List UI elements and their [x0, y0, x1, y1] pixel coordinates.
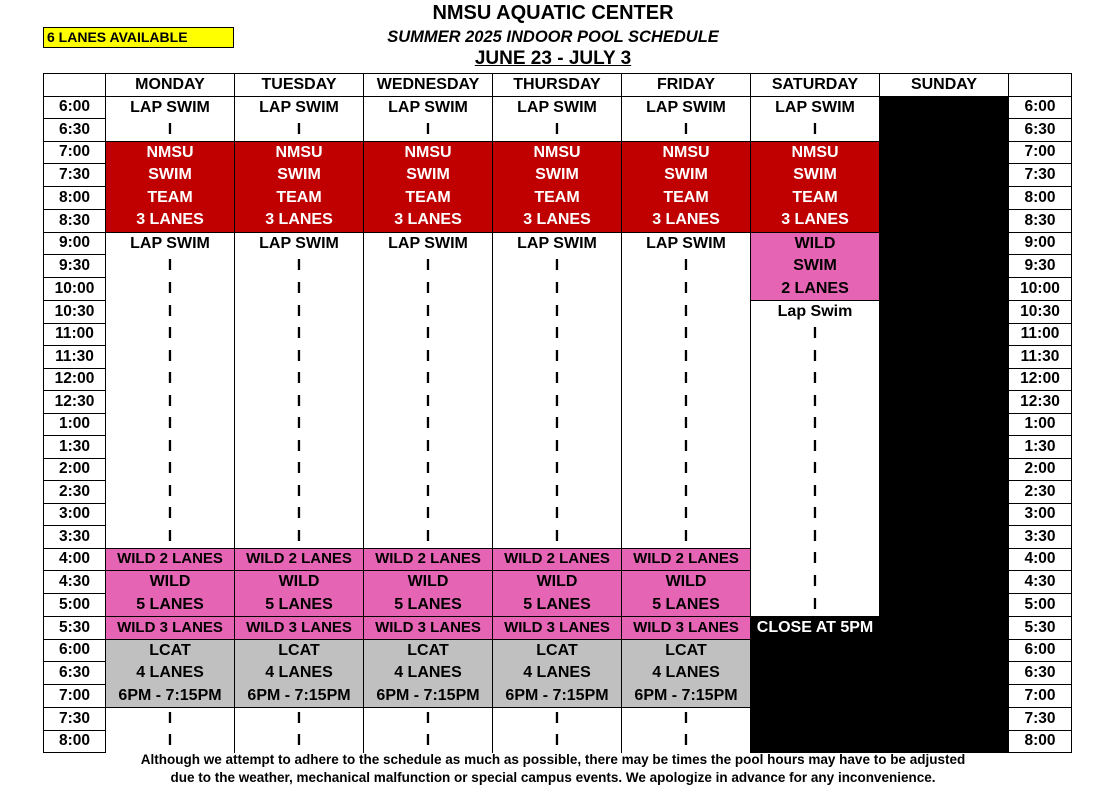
- block-line: 4 LANES: [394, 664, 462, 681]
- wild-5-lanes-block: [493, 571, 622, 617]
- continue-cell: I: [622, 503, 751, 526]
- block-line: 4 LANES: [652, 664, 720, 681]
- lcat-block: [364, 639, 493, 708]
- swim-team-block: [493, 141, 622, 232]
- wild-2-lanes: WILD 2 LANES: [235, 548, 364, 571]
- block-line: TEAM: [534, 188, 580, 206]
- wild-3-lanes: WILD 3 LANES: [364, 617, 493, 640]
- block-line: SWIM: [535, 166, 579, 183]
- lap-swim-cell: LAP SWIM: [106, 232, 235, 255]
- page-title: NMSU AQUATIC CENTER: [432, 2, 674, 24]
- block-line: WILD: [278, 573, 320, 590]
- block-line: 3 LANES: [394, 211, 462, 228]
- block-line: NMSU: [791, 143, 839, 161]
- block-line: WILD: [794, 234, 836, 252]
- block-line: NMSU: [146, 143, 194, 161]
- block-line: 5 LANES: [523, 595, 591, 613]
- continue-cell: I: [493, 526, 622, 549]
- continue-cell: I: [493, 255, 622, 278]
- continue-cell: I: [235, 323, 364, 346]
- continue-cell: I: [235, 458, 364, 481]
- continue-cell: I: [493, 708, 622, 731]
- block-line: TEAM: [405, 188, 451, 206]
- time-label: 8:00: [1009, 730, 1072, 753]
- block-line: TEAM: [147, 188, 193, 206]
- time-label: 3:00: [44, 503, 106, 526]
- time-label: 8:00: [44, 730, 106, 753]
- time-label: 3:30: [1009, 526, 1072, 549]
- schedule-table: [43, 73, 1072, 753]
- time-label: 11:00: [44, 323, 106, 346]
- continue-cell: I: [106, 458, 235, 481]
- continue-cell: I: [493, 481, 622, 504]
- time-label: 1:00: [1009, 413, 1072, 436]
- continue-cell: I: [622, 323, 751, 346]
- time-label: 9:30: [1009, 255, 1072, 278]
- time-label: 6:00: [1009, 639, 1072, 662]
- continue-cell: I: [751, 323, 880, 346]
- continue-cell: I: [364, 301, 493, 324]
- block-line: 4 LANES: [136, 664, 204, 681]
- continue-cell: I: [751, 368, 880, 391]
- time-label: 8:30: [1009, 209, 1072, 232]
- time-label: 1:30: [44, 436, 106, 459]
- block-line: 5 LANES: [265, 595, 333, 613]
- continue-cell: I: [106, 730, 235, 753]
- continue-cell: I: [622, 413, 751, 436]
- continue-cell: I: [106, 301, 235, 324]
- time-label: 11:30: [44, 346, 106, 369]
- wild-5-lanes-block: [106, 571, 235, 617]
- continue-cell: I: [622, 391, 751, 414]
- continue-cell: I: [106, 436, 235, 459]
- block-line: NMSU: [404, 143, 452, 161]
- time-label: 5:30: [1009, 617, 1072, 640]
- time-label: 6:30: [1009, 119, 1072, 142]
- continue-cell: I: [106, 503, 235, 526]
- block-line: WILD: [536, 573, 578, 590]
- swim-team-block: [751, 141, 880, 232]
- lcat-block: [493, 639, 622, 708]
- disclaimer-line-1: Although we attempt to adhere to the schedule as much as possible, there may be times the pool hours may have to be adjusted: [140, 752, 966, 767]
- continue-cell: I: [364, 481, 493, 504]
- time-label: 7:00: [44, 141, 106, 164]
- time-label: 12:00: [1009, 368, 1072, 391]
- continue-cell: I: [235, 526, 364, 549]
- continue-cell: I: [622, 255, 751, 278]
- continue-cell: I: [235, 255, 364, 278]
- block-line: [751, 640, 879, 663]
- continue-cell: I: [622, 458, 751, 481]
- time-label: 10:00: [1009, 278, 1072, 301]
- block-line: 3 LANES: [136, 211, 204, 228]
- continue-cell: I: [751, 458, 880, 481]
- block-line: SWIM: [664, 166, 708, 183]
- block-line: LCAT: [149, 641, 191, 659]
- block-line: 6PM - 7:15PM: [505, 686, 609, 704]
- continue-cell: I: [751, 548, 880, 571]
- continue-cell: I: [364, 526, 493, 549]
- day-header-row: [44, 74, 1072, 97]
- continue-cell: I: [364, 323, 493, 346]
- block-line: WILD: [665, 573, 707, 590]
- continue-cell: I: [493, 503, 622, 526]
- lap-swim-cell: LAP SWIM: [751, 96, 880, 119]
- swim-team-block: [235, 141, 364, 232]
- time-label: 12:00: [44, 368, 106, 391]
- time-label: 7:00: [44, 685, 106, 708]
- block-line: 3 LANES: [265, 211, 333, 228]
- block-line: 6PM - 7:15PM: [118, 686, 222, 704]
- continue-cell: I: [106, 526, 235, 549]
- block-line: 5 LANES: [394, 595, 462, 613]
- schedule-subtitle: SUMMER 2025 INDOOR POOL SCHEDULE: [387, 28, 719, 46]
- block-line: 5 LANES: [652, 595, 720, 613]
- continue-cell: I: [235, 708, 364, 731]
- continue-cell: I: [751, 481, 880, 504]
- block-line: TEAM: [276, 188, 322, 206]
- block-line: LCAT: [407, 641, 449, 659]
- time-label: 6:30: [44, 119, 106, 142]
- day-header: SUNDAY: [880, 74, 1009, 97]
- continue-cell: I: [106, 346, 235, 369]
- continue-cell: I: [622, 119, 751, 142]
- block-line: LCAT: [665, 641, 707, 659]
- wild-5-lanes-block: [364, 571, 493, 617]
- continue-cell: I: [364, 346, 493, 369]
- time-label: 7:30: [44, 708, 106, 731]
- lap-swim-cell: LAP SWIM: [364, 96, 493, 119]
- continue-cell: I: [364, 708, 493, 731]
- lanes-available-badge: 6 LANES AVAILABLE: [43, 27, 234, 48]
- wild-3-lanes: WILD 3 LANES: [622, 617, 751, 640]
- swim-team-block: [106, 141, 235, 232]
- time-label: 7:30: [44, 164, 106, 187]
- day-header: SATURDAY: [751, 74, 880, 97]
- continue-cell: I: [235, 436, 364, 459]
- lap-swim-cell: LAP SWIM: [493, 96, 622, 119]
- continue-cell: I: [751, 526, 880, 549]
- continue-cell: I: [106, 278, 235, 301]
- schedule-dates: JUNE 23 - JULY 3: [474, 48, 632, 69]
- wild-2-lanes: WILD 2 LANES: [106, 548, 235, 571]
- time-label: 6:00: [44, 96, 106, 119]
- block-line: [751, 685, 879, 708]
- wild-swim-block: [751, 232, 880, 301]
- swim-team-block: [622, 141, 751, 232]
- time-label: 7:00: [1009, 685, 1072, 708]
- block-line: SWIM: [277, 166, 321, 183]
- block-line: WILD: [407, 573, 449, 590]
- lap-swim-cell: Lap Swim: [751, 301, 880, 324]
- time-row: [44, 96, 1072, 119]
- time-label: 2:00: [44, 458, 106, 481]
- disclaimer: [0, 751, 1106, 787]
- time-label: 2:30: [44, 481, 106, 504]
- block-line: TEAM: [663, 188, 709, 206]
- time-label: 9:00: [1009, 232, 1072, 255]
- block-line: NMSU: [533, 143, 581, 161]
- continue-cell: I: [751, 503, 880, 526]
- wild-2-lanes: WILD 2 LANES: [622, 548, 751, 571]
- time-label: 6:30: [1009, 662, 1072, 685]
- continue-cell: I: [493, 391, 622, 414]
- continue-cell: I: [622, 301, 751, 324]
- continue-cell: I: [622, 481, 751, 504]
- block-line: TEAM: [792, 188, 838, 206]
- time-label: 6:00: [1009, 96, 1072, 119]
- time-label: 9:00: [44, 232, 106, 255]
- continue-cell: I: [493, 368, 622, 391]
- time-label: 7:00: [1009, 141, 1072, 164]
- block-line: 3 LANES: [781, 211, 849, 228]
- continue-cell: I: [235, 391, 364, 414]
- block-line: CLOSE AT 5PM: [756, 619, 874, 636]
- continue-cell: I: [493, 458, 622, 481]
- lap-swim-cell: LAP SWIM: [493, 232, 622, 255]
- time-label: 8:00: [44, 187, 106, 210]
- block-line: 2 LANES: [781, 279, 849, 297]
- time-label: 10:30: [1009, 301, 1072, 324]
- lap-swim-cell: LAP SWIM: [622, 96, 751, 119]
- wild-2-lanes: WILD 2 LANES: [493, 548, 622, 571]
- wild-3-lanes: WILD 3 LANES: [493, 617, 622, 640]
- time-label: 5:00: [1009, 594, 1072, 617]
- block-line: 6PM - 7:15PM: [247, 686, 351, 704]
- time-label: 7:30: [1009, 708, 1072, 731]
- continue-cell: I: [364, 368, 493, 391]
- block-line: [751, 707, 879, 730]
- continue-cell: I: [364, 730, 493, 753]
- continue-cell: I: [235, 368, 364, 391]
- wild-3-lanes: WILD 3 LANES: [106, 617, 235, 640]
- lcat-block: [106, 639, 235, 708]
- continue-cell: I: [493, 346, 622, 369]
- continue-cell: I: [493, 301, 622, 324]
- wild-5-lanes-block: [622, 571, 751, 617]
- day-header: FRIDAY: [622, 74, 751, 97]
- continue-cell: I: [493, 323, 622, 346]
- continue-cell: I: [235, 413, 364, 436]
- continue-cell: I: [751, 346, 880, 369]
- time-label: 4:00: [1009, 548, 1072, 571]
- time-label: 6:30: [44, 662, 106, 685]
- continue-cell: I: [622, 278, 751, 301]
- day-header: WEDNESDAY: [364, 74, 493, 97]
- time-label: 8:30: [44, 209, 106, 232]
- block-line: 6PM - 7:15PM: [376, 686, 480, 704]
- lap-swim-cell: LAP SWIM: [235, 232, 364, 255]
- time-label: 3:00: [1009, 503, 1072, 526]
- time-label: 1:30: [1009, 436, 1072, 459]
- continue-cell: I: [622, 730, 751, 753]
- block-line: WILD: [149, 573, 191, 590]
- block-line: SWIM: [148, 166, 192, 183]
- continue-cell: I: [364, 503, 493, 526]
- continue-cell: I: [364, 119, 493, 142]
- time-label: 9:30: [44, 255, 106, 278]
- continue-cell: I: [106, 708, 235, 731]
- block-line: [751, 730, 879, 753]
- block-line: 4 LANES: [523, 664, 591, 681]
- continue-cell: I: [622, 708, 751, 731]
- block-line: NMSU: [662, 143, 710, 161]
- continue-cell: I: [622, 526, 751, 549]
- wild-3-lanes: WILD 3 LANES: [235, 617, 364, 640]
- continue-cell: I: [364, 255, 493, 278]
- time-label: 3:30: [44, 526, 106, 549]
- disclaimer-line-2: due to the weather, mechanical malfunction or special campus events. We apologize in advance for any inconvenience.: [170, 770, 936, 785]
- block-line: SWIM: [793, 257, 837, 274]
- block-line: 6PM - 7:15PM: [634, 686, 738, 704]
- day-header: THURSDAY: [493, 74, 622, 97]
- time-label: 2:30: [1009, 481, 1072, 504]
- block-line: LCAT: [536, 641, 578, 659]
- continue-cell: I: [751, 413, 880, 436]
- time-label: 2:00: [1009, 458, 1072, 481]
- continue-cell: I: [364, 413, 493, 436]
- lcat-block: [235, 639, 364, 708]
- continue-cell: I: [106, 413, 235, 436]
- time-label: 7:30: [1009, 164, 1072, 187]
- continue-cell: I: [235, 730, 364, 753]
- lap-swim-cell: LAP SWIM: [106, 96, 235, 119]
- closed-block: [751, 617, 880, 753]
- continue-cell: I: [106, 255, 235, 278]
- block-line: SWIM: [793, 166, 837, 183]
- time-label: 10:00: [44, 278, 106, 301]
- day-header: MONDAY: [106, 74, 235, 97]
- corner-cell: [44, 74, 106, 97]
- lcat-block: [622, 639, 751, 708]
- continue-cell: I: [364, 458, 493, 481]
- continue-cell: I: [235, 119, 364, 142]
- time-label: 11:00: [1009, 323, 1072, 346]
- continue-cell: I: [751, 391, 880, 414]
- lap-swim-cell: LAP SWIM: [364, 232, 493, 255]
- block-line: 3 LANES: [523, 211, 591, 228]
- time-label: 8:00: [1009, 187, 1072, 210]
- time-label: 12:30: [44, 391, 106, 414]
- day-header: TUESDAY: [235, 74, 364, 97]
- time-label: 4:30: [1009, 571, 1072, 594]
- continue-cell: I: [106, 368, 235, 391]
- time-label: 5:00: [44, 594, 106, 617]
- time-label: 6:00: [44, 639, 106, 662]
- continue-cell: I: [106, 391, 235, 414]
- block-line: NMSU: [275, 143, 323, 161]
- sunday-closed: [880, 96, 1009, 753]
- block-line: 5 LANES: [136, 595, 204, 613]
- block-line: 3 LANES: [652, 211, 720, 228]
- continue-cell: I: [622, 368, 751, 391]
- block-line: [751, 662, 879, 685]
- time-label: 10:30: [44, 301, 106, 324]
- continue-cell: I: [751, 594, 880, 617]
- time-label: 5:30: [44, 617, 106, 640]
- continue-cell: I: [493, 413, 622, 436]
- time-label: 4:30: [44, 571, 106, 594]
- block-line: 4 LANES: [265, 664, 333, 681]
- continue-cell: I: [235, 481, 364, 504]
- block-line: LCAT: [278, 641, 320, 659]
- continue-cell: I: [106, 323, 235, 346]
- continue-cell: I: [364, 391, 493, 414]
- time-label: 12:30: [1009, 391, 1072, 414]
- continue-cell: I: [493, 278, 622, 301]
- time-label: 4:00: [44, 548, 106, 571]
- continue-cell: I: [751, 436, 880, 459]
- continue-cell: I: [364, 278, 493, 301]
- corner-cell: [1009, 74, 1072, 97]
- time-label: 11:30: [1009, 346, 1072, 369]
- continue-cell: I: [235, 503, 364, 526]
- continue-cell: I: [235, 278, 364, 301]
- lap-swim-cell: LAP SWIM: [235, 96, 364, 119]
- lap-swim-cell: LAP SWIM: [622, 232, 751, 255]
- wild-2-lanes: WILD 2 LANES: [364, 548, 493, 571]
- continue-cell: I: [493, 119, 622, 142]
- continue-cell: I: [106, 481, 235, 504]
- continue-cell: I: [235, 346, 364, 369]
- continue-cell: I: [235, 301, 364, 324]
- block-line: SWIM: [406, 166, 450, 183]
- continue-cell: I: [493, 436, 622, 459]
- continue-cell: I: [106, 119, 235, 142]
- continue-cell: I: [751, 119, 880, 142]
- swim-team-block: [364, 141, 493, 232]
- time-label: 1:00: [44, 413, 106, 436]
- wild-5-lanes-block: [235, 571, 364, 617]
- continue-cell: I: [751, 571, 880, 594]
- continue-cell: I: [493, 730, 622, 753]
- continue-cell: I: [364, 436, 493, 459]
- continue-cell: I: [622, 436, 751, 459]
- continue-cell: I: [622, 346, 751, 369]
